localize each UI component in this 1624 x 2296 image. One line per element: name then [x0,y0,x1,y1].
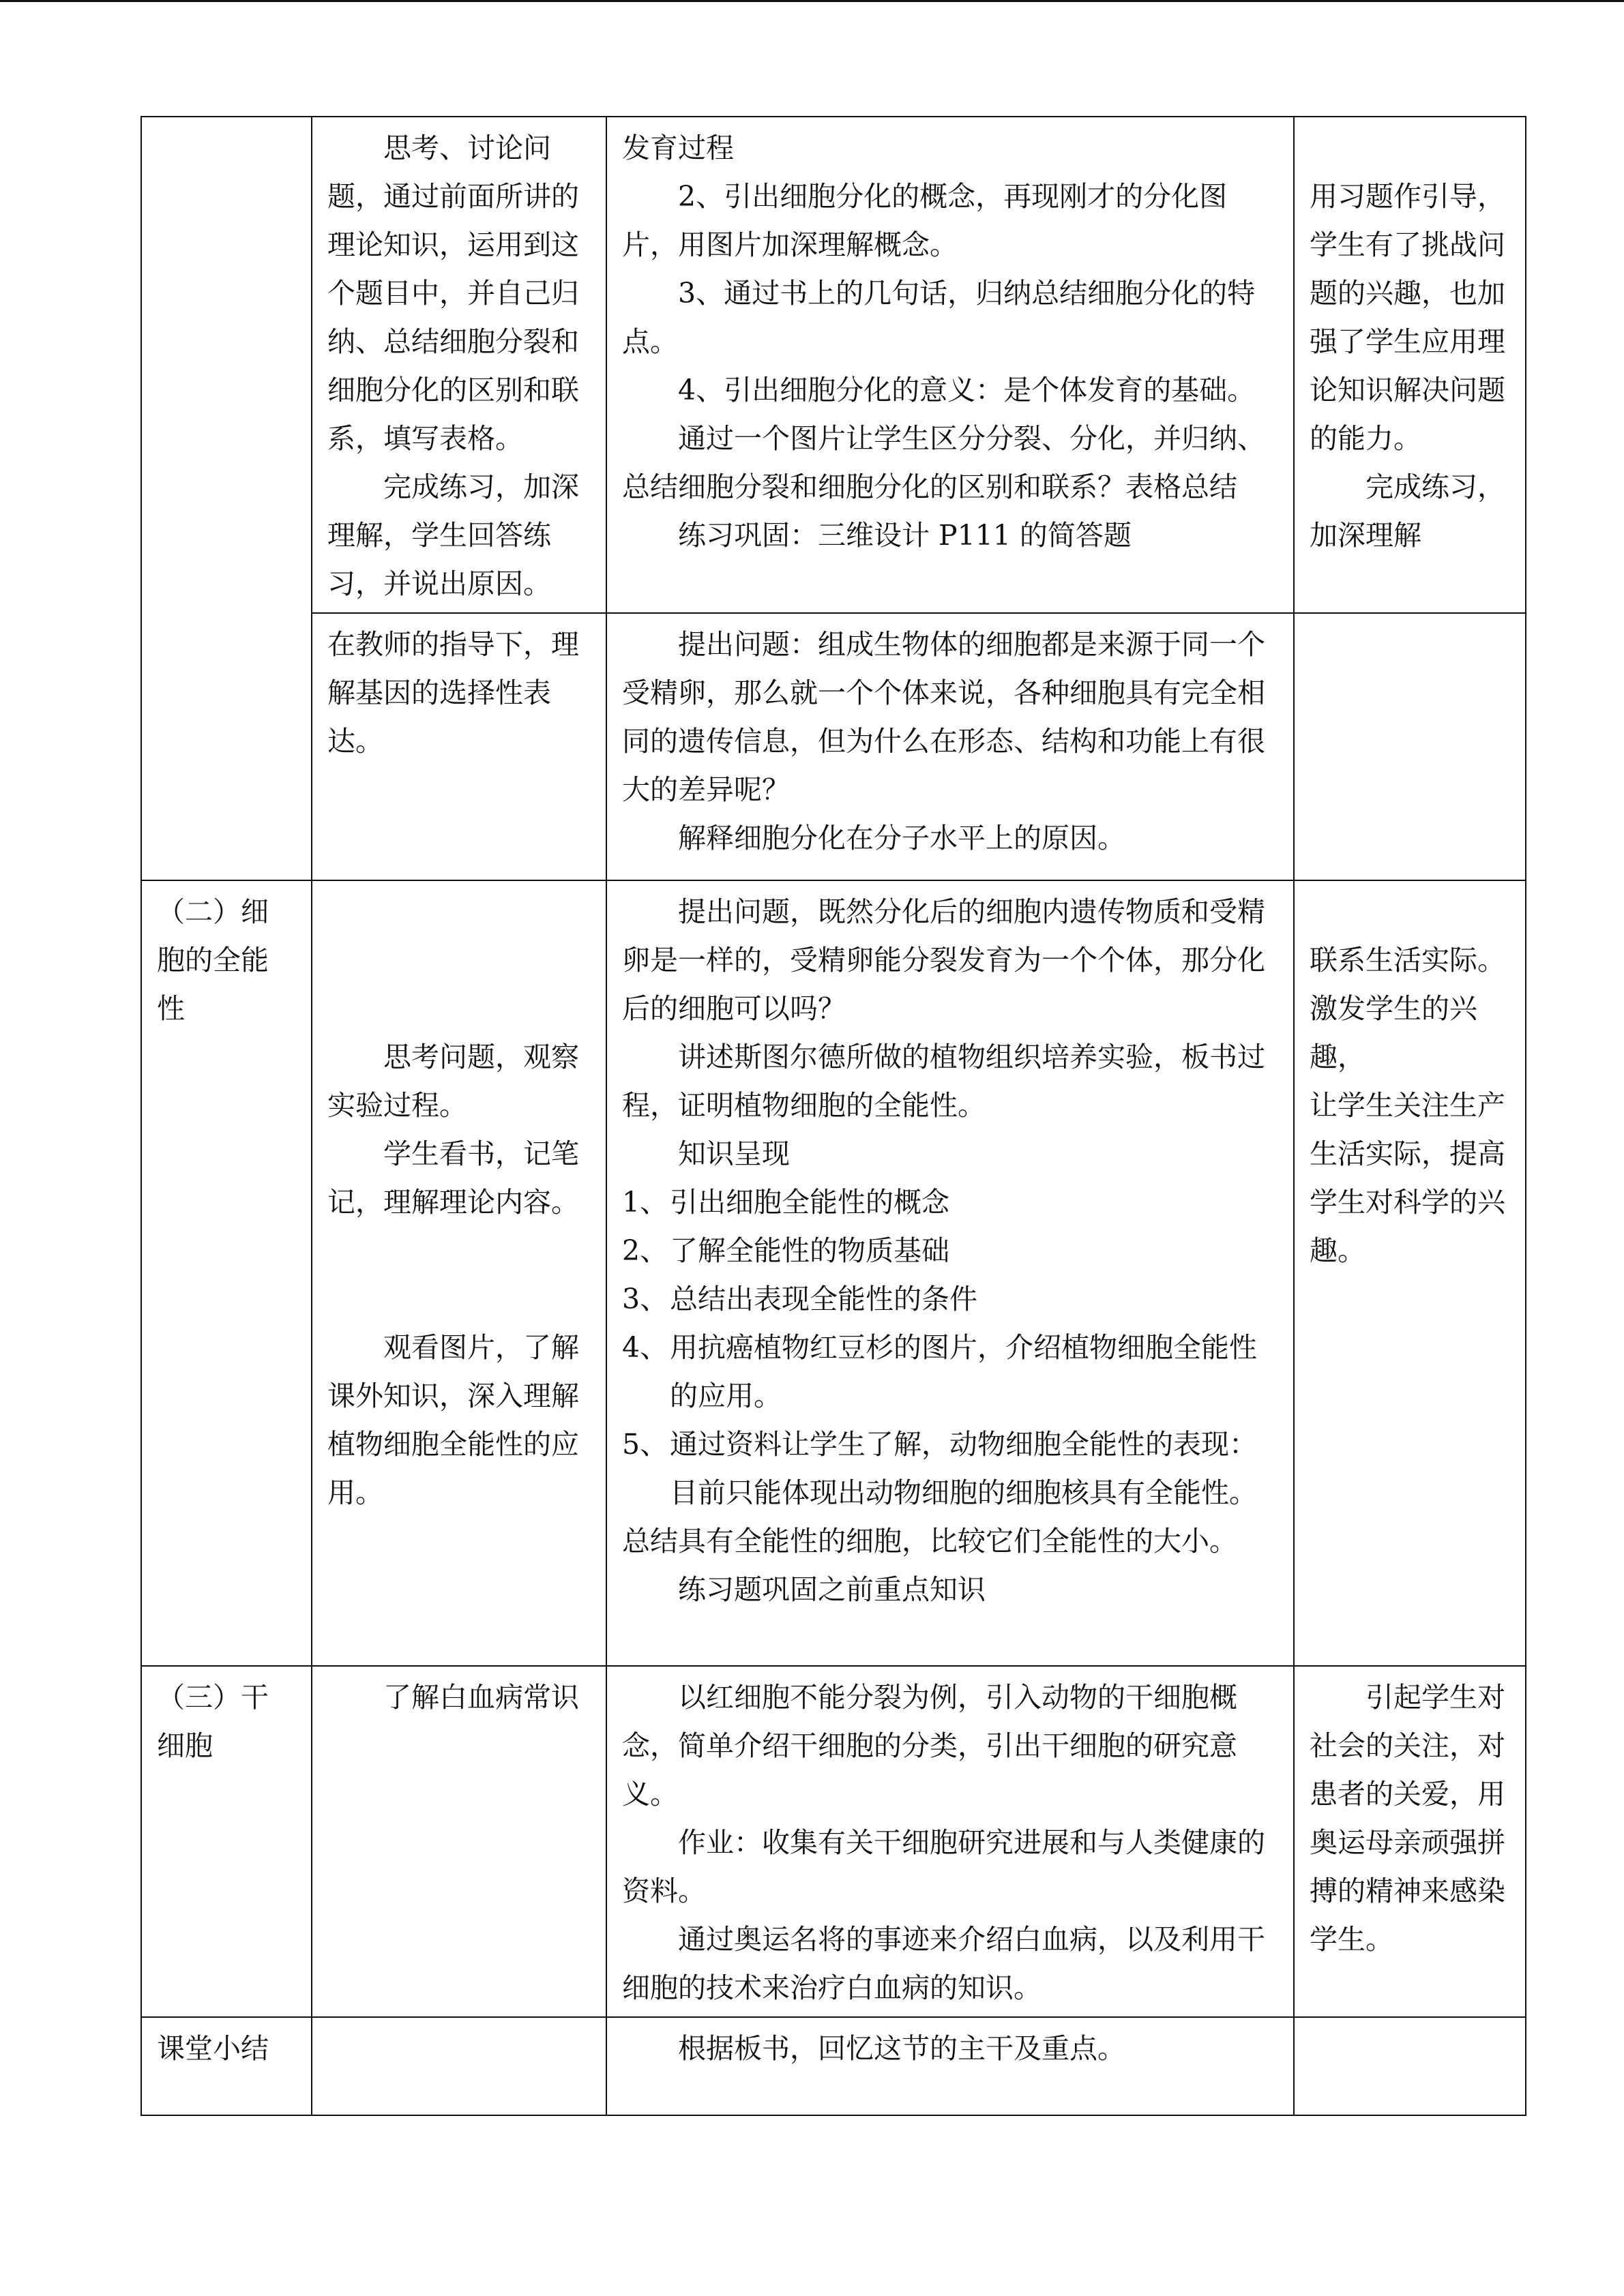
student-activity-text: 在教师的指导下，理解基因的选择性表达。 [327,628,579,758]
design-intent-text: 用习题作引导，学生有了挑战问题的兴趣，也加强了学生应用理论知识解决问题的能力。 [1310,180,1505,455]
teacher-activity-text: 发育过程 [622,132,734,164]
student-activity-cell [312,613,606,880]
student-activity-cell [312,1666,606,2017]
teacher-activity-text: 讲述斯图尔德所做的植物组织培养实验，板书过程，证明植物细胞的全能性。 [622,1041,1265,1122]
teacher-activity-text: 3、通过书上的几句话，归纳总结细胞分化的特点。 [622,277,1256,358]
list-number: 5、 [622,1428,668,1461]
design-intent-text: 引起学生对社会的关注，对患者的关爱，用奥运母亲顽强拼搏的精神来感染学生。 [1310,1681,1505,1956]
list-item [622,1324,1278,1420]
top-border-line [0,0,1624,2]
teacher-activity-cell [606,880,1294,1666]
lesson-plan-table [141,116,1526,2116]
section-title: （二）细胞的全能性 [157,895,269,1025]
student-activity-cell [312,880,606,1666]
student-activity-text: 完成练习，加深理解，学生回答练习，并说出原因。 [327,471,579,600]
teacher-activity-text: 作业：收集有关干细胞研究进展和与人类健康的资料。 [622,1826,1265,1907]
list-text: 总结出表现全能性的条件 [670,1283,977,1315]
student-activity-cell [312,117,606,613]
section-cell [141,117,312,880]
section-cell [141,1666,312,2017]
teacher-activity-cell [606,613,1294,880]
list-item [622,1227,1278,1275]
teacher-activity-text: 以红细胞不能分裂为例，引入动物的干细胞概念，简单介绍干细胞的分类，引出干细胞的研究意义。 [622,1681,1237,1810]
section-title: 课堂小结 [157,2032,269,2065]
table-row [141,1666,1526,2017]
teacher-activity-text: 通过奥运名将的事迹来介绍白血病，以及利用干细胞的技术来治疗白血病的知识。 [622,1923,1265,2004]
list-text: 了解全能性的物质基础 [670,1234,949,1267]
list-number: 1、 [622,1186,668,1219]
teacher-activity-cell [606,117,1294,613]
table-row [141,2017,1526,2115]
teacher-activity-text: 解释细胞分化在分子水平上的原因。 [678,822,1125,854]
teacher-activity-text: 知识呈现 [678,1137,790,1170]
design-intent-cell [1294,117,1526,613]
design-intent-cell [1294,880,1526,1666]
teacher-activity-text: 提出问题，既然分化后的细胞内遗传物质和受精卵是一样的，受精卵能分裂发育为一个个体，那分化后的细胞可以吗？ [622,895,1265,1025]
knowledge-list [622,1178,1278,1517]
table-row [141,613,1526,880]
list-number: 4、 [622,1331,668,1364]
teacher-activity-text: 通过一个图片让学生区分分裂、分化，并归纳、总结细胞分裂和细胞分化的区别和联系？表格总结 [622,422,1265,503]
list-text: 用抗癌植物红豆杉的图片，介绍植物细胞全能性的应用。 [670,1331,1257,1412]
section-cell [141,2017,312,2115]
table-row [141,117,1526,613]
list-number: 2、 [622,1234,668,1267]
teacher-activity-text: 提出问题：组成生物体的细胞都是来源于同一个受精卵，那么就一个个体来说，各种细胞具有完全相同的遗传信息，但为什么在形态、结构和功能上有很大的差异呢？ [622,628,1265,806]
table-row [141,880,1526,1666]
design-intent-cell [1294,613,1526,880]
teacher-activity-text: 总结具有全能性的细胞，比较它们全能性的大小。 [622,1525,1237,1557]
list-text: 引出细胞全能性的概念 [670,1186,949,1219]
teacher-activity-text: 2、引出细胞分化的概念，再现刚才的分化图片，用图片加深理解概念。 [622,180,1228,261]
teacher-activity-text: 练习巩固：三维设计 P111 的简答题 [678,519,1132,552]
list-text: 通过资料让学生了解，动物细胞全能性的表现：目前只能体现出动物细胞的细胞核具有全能性。 [670,1428,1257,1509]
section-cell [141,880,312,1666]
student-activity-text: 思考、讨论问题，通过前面所讲的理论知识，运用到这个题目中，并自己归纳、总结细胞分裂和细胞分化的区别和联系，填写表格。 [327,132,579,455]
teacher-activity-text: 练习题巩固之前重点知识 [678,1573,986,1606]
list-item [622,1275,1278,1324]
teacher-activity-cell [606,2017,1294,2115]
teacher-activity-text: 4、引出细胞分化的意义：是个体发育的基础。 [678,374,1256,406]
teacher-activity-text: 根据板书，回忆这节的主干及重点。 [678,2032,1125,2065]
design-intent-cell [1294,2017,1526,2115]
design-intent-cell [1294,1666,1526,2017]
student-activity-cell [312,2017,606,2115]
student-activity-text: 观看图片，了解课外知识，深入理解植物细胞全能性的应用。 [327,1331,579,1509]
teacher-activity-cell [606,1666,1294,2017]
design-intent-text: 让学生关注生产生活实际，提高学生对科学的兴趣。 [1310,1089,1505,1267]
design-intent-text: 联系生活实际。激发学生的兴趣， [1310,944,1505,1073]
design-intent-text: 完成练习，加深理解 [1310,471,1505,552]
list-number: 3、 [622,1283,668,1315]
student-activity-text: 学生看书，记笔记，理解理论内容。 [327,1137,579,1219]
list-item [622,1420,1278,1517]
list-item [622,1178,1278,1227]
section-title: （三）干细胞 [157,1681,269,1762]
student-activity-text: 思考问题，观察实验过程。 [327,1041,579,1122]
student-activity-text: 了解白血病常识 [383,1681,579,1714]
